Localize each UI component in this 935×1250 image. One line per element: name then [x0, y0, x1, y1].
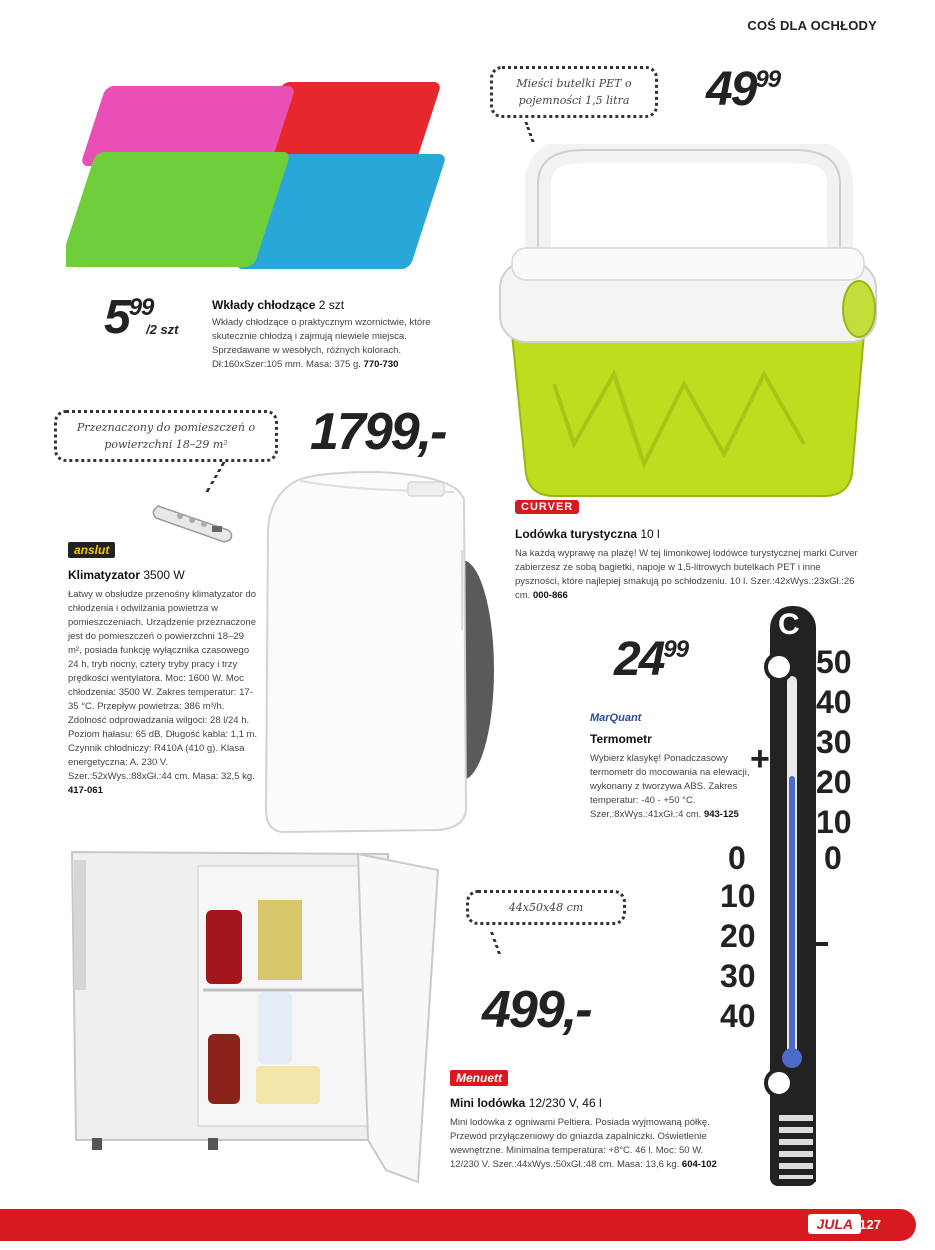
- ac-bubble: Przeznaczony do pomieszczeń o powierzchni 18–29 m²: [54, 410, 278, 462]
- thermometer-zero-left: 0: [728, 840, 746, 876]
- footer-bar: [0, 1209, 916, 1241]
- ac-bubble-tail: [205, 462, 241, 492]
- ac-desc: Łatwy w obsłudze przenośny klimatyzator do chłodzenia i odwilżania powietrza w pomieszczeniach. Urządzenie przeznaczone jest do pomieszczeń o powierzchni 18–29 m², posiada funkcję wyłącznika czasowego 24 h, tryb nocny, cztery tryby pracy i trzy prędkości wentylatora. Moc: 1600 W. Moc chłodzenia: 3500 W. Zakres temperatur: 17-35 °C. Przepływ powietrza: 386 m³/h. Zdolność odprowadzania wilgoci: 28 l/24 h. Poziom hałasu: 65 dB. Długość kabla: 1,1 m. Czynnik chłodniczy: R410A (410 g). Klasa energetyczna: A. 230 V. Szer.:52xWys.:88xGł.:44 cm. Masa: 32,5 kg. 417-061: [68, 589, 258, 796]
- jula-logo: JULA: [808, 1214, 861, 1234]
- mini-fridge-image: [68, 840, 446, 1192]
- fridge-bubble: 44x50x48 cm: [466, 890, 626, 925]
- cold-packs-image: [66, 76, 446, 286]
- page-number: 127: [859, 1217, 881, 1232]
- thermometer-grille: [776, 1106, 816, 1182]
- cooler-info: [515, 527, 860, 603]
- cold-pack-green: [66, 152, 291, 267]
- cold-packs-title: Wkłady chłodzące 2 szt: [212, 298, 345, 312]
- thermometer-unit-label: C: [778, 608, 800, 641]
- cooler-box-image: [494, 144, 882, 504]
- section-title: COŚ DLA OCHŁODY: [747, 18, 877, 33]
- menuett-logo: Menuett: [450, 1070, 508, 1086]
- thermometer-scale-top: 50 40 30 20 10: [816, 644, 852, 840]
- cold-packs-desc: Wkłady chłodzące o praktycznym wzornictwie, które skutecznie chłodzą i zajmują niewiele miejsca. Sprzedawane w wesołych, różnych kolorach. Dł:160xSzer:105 mm. Masa: 375 g. 770-730: [212, 317, 431, 370]
- thermometer-minus-mark: [806, 942, 828, 946]
- thermometer-hang-hole-bottom: [764, 1068, 794, 1098]
- anslut-logo: anslut: [68, 542, 115, 558]
- cooler-title: Lodówka turystyczna 10 l: [515, 527, 660, 541]
- fridge-info: [450, 1096, 720, 1172]
- cooler-bubble-tail: [524, 122, 550, 142]
- thermometer-plus-sign: +: [750, 740, 770, 778]
- thermometer-title: Termometr: [590, 732, 652, 746]
- air-conditioner-image: [258, 470, 498, 836]
- thermometer-zero-right: 0: [824, 840, 842, 876]
- thermometer-image: [720, 606, 870, 1192]
- fridge-desc: Mini lodówka z ogniwami Peltiera. Posiada wyjmowaną półkę. Przewód przyłączeniowy do gniazda zapalniczki. Oświetlenie wewnętrzne. Minimalna temperatura: +8°C. 46 l. Moc: 50 W. 12/230 V. Szer.:44xWys.:50xGł.:48 cm. Masa: 13,6 kg. 604-102: [450, 1117, 717, 1170]
- thermometer-hang-hole-top: [764, 652, 794, 682]
- cooler-desc: Na każdą wyprawę na plażę! W tej limonkowej lodówce turystycznej marki Curver zabierzesz ze sobą bagietki, napoje w 1,5-litrowych butelkach PET i inne pyszności, które najlepiej smakują po schłodzeniu. 10 l. Szer.:42xWys.:23xGł.:26 cm. 000-866: [515, 548, 858, 601]
- thermometer-scale-bottom: 10 20 30 40: [720, 878, 756, 1034]
- cooler-bubble: Mieści butelki PET o pojemności 1,5 litra: [490, 66, 658, 118]
- remote-control-image: [152, 496, 238, 546]
- ac-price: 1799,-: [310, 403, 446, 461]
- thermometer-desc: Wybierz klasykę! Ponadczasowy termometr do mocowania na elewacji, wykonany z tworzywa ABS. Zakres temperatur: -40 - +50 °C. Szer.:8xWys.:41xGł.:4 cm. 943-125: [590, 753, 750, 820]
- ac-title: Klimatyzator 3500 W: [68, 568, 185, 582]
- cold-packs-info: [212, 298, 452, 372]
- cold-packs-price: 599: [104, 291, 154, 344]
- curver-logo: CURVER: [515, 500, 579, 514]
- fridge-price: 499,-: [482, 981, 591, 1039]
- ac-info: [68, 568, 258, 798]
- cooler-price: 4999: [706, 63, 781, 116]
- thermometer-price: 2499: [614, 633, 689, 686]
- fridge-title: Mini lodówka 12/230 V, 46 l: [450, 1096, 602, 1110]
- cold-packs-unit: /2 szt: [146, 322, 179, 337]
- fridge-bubble-tail: [490, 932, 515, 954]
- marquant-logo: MarQuant: [590, 712, 642, 724]
